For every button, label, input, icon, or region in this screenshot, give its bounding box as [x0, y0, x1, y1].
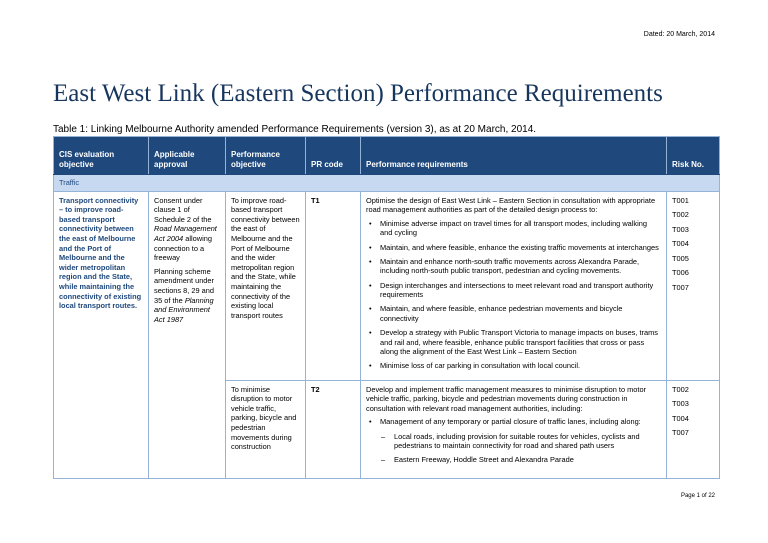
header-risk: Risk No.: [667, 137, 720, 175]
risk-number: T003: [672, 224, 689, 234]
risk-number: T007: [672, 428, 689, 438]
risk-numbers: [667, 380, 720, 478]
requirement-bullet: • Maintain, and where feasible, enhance the existing traffic movements at interchanges: [366, 243, 661, 253]
pr-code: T2: [306, 380, 361, 478]
header-objective: Performance objective: [226, 137, 306, 175]
risk-number: T006: [672, 268, 689, 278]
section-row: [54, 175, 720, 192]
header-cis: CIS evaluation objective: [54, 137, 149, 175]
requirements: [361, 191, 667, 380]
requirements: [361, 380, 667, 478]
applicable-approval: [149, 191, 226, 478]
page-number: Page 1 of 22: [680, 493, 715, 499]
requirement-bullet: • Management of any temporary or partial closure of traffic lanes, including along:: [366, 417, 661, 427]
pr-code: T1: [306, 191, 361, 380]
requirement-bullet: • Develop a strategy with Public Transport Victoria to manage impacts on buses, trams and rail and, where feasible, enhance public transport facilities that cross or pass along the alignment of the East West Link – Eastern Section: [366, 328, 661, 357]
approval-text: Planning scheme amendment under sections 8, 29 and 35 of the: [154, 266, 214, 305]
risk-number: T005: [672, 253, 689, 263]
risk-number: T004: [672, 239, 689, 249]
requirement-bullet: • Maintain and enhance north-south traffic movements across Alexandra Parade, including north-south public transport, pedestrian and cycling movements.: [366, 257, 661, 276]
approval-act: Road Management Act 2004: [154, 224, 217, 243]
section-traffic: Traffic: [54, 175, 720, 192]
performance-objective: To minimise disruption to motor vehicle traffic, parking, bicycle and pedestrian movements during construction: [226, 380, 306, 478]
performance-objective: To improve road-based transport connectivity between the east of Melbourne and the Port of Melbourne and the wider metropolitan region and the State, while maintaining the connectivity of the existing local transport routes: [226, 191, 306, 380]
header-pr-code: PR code: [306, 137, 361, 175]
requirement-intro: Optimise the design of East West Link – Eastern Section in consultation with appropriate road management authorities as part of the detailed design process to:: [366, 195, 656, 215]
table-header-row: [54, 137, 720, 175]
table-caption: Table 1: Linking Melbourne Authority amended Performance Requirements (version 3), as at 20 March, 2014.: [53, 124, 537, 135]
requirement-dash: – Eastern Freeway, Hoddle Street and Alexandra Parade: [366, 455, 661, 465]
cis-objective: Transport connectivity – to improve road-based transport connectivity between the east of Melbourne and the Port of Melbourne and the wider metropolitan region and the State, while maintaining the connectivity of existing local transport routes.: [54, 191, 149, 478]
approval-text: Consent under clause 1 of Schedule 2 of the: [154, 195, 212, 224]
requirement-bullet: • Maintain, and where feasible, enhance pedestrian movements and bicycle connectivity: [366, 304, 661, 323]
risk-number: T004: [672, 413, 689, 423]
document-date: Dated: 20 March, 2014: [643, 31, 715, 38]
risk-number: T001: [672, 195, 689, 205]
requirement-dash: – Local roads, including provision for suitable routes for vehicles, cyclists and pedestrians to maintain connectivity for road and shared path users: [366, 432, 661, 451]
requirement-intro: Develop and implement traffic management measures to minimise disruption to motor vehicle traffic, parking, bicycle and pedestrian movements during construction in consultation with relevant road management authorities, including:: [366, 384, 647, 413]
approval-text: allowing connection to a freeway: [154, 233, 212, 263]
risk-number: T002: [672, 210, 689, 220]
header-requirements: Performance requirements: [361, 137, 667, 175]
risk-number: T007: [672, 282, 689, 292]
risk-number: T003: [672, 399, 689, 409]
approval-act: Planning and Environment Act 1987: [154, 295, 214, 324]
table-row: [54, 191, 720, 380]
risk-numbers: [667, 191, 720, 380]
requirement-bullet: • Design interchanges and intersections to meet relevant road and transport authority requirements: [366, 281, 661, 300]
header-approval: Applicable approval: [149, 137, 226, 175]
document-title: East West Link (Eastern Section) Performance Requirements: [53, 80, 663, 107]
risk-number: T002: [672, 384, 689, 394]
performance-requirements-table: [53, 136, 720, 479]
requirement-bullet: • Minimise adverse impact on travel times for all transport modes, including walking and cycling: [366, 219, 661, 238]
requirement-bullet: • Minimise loss of car parking in consultation with local council.: [366, 361, 661, 371]
